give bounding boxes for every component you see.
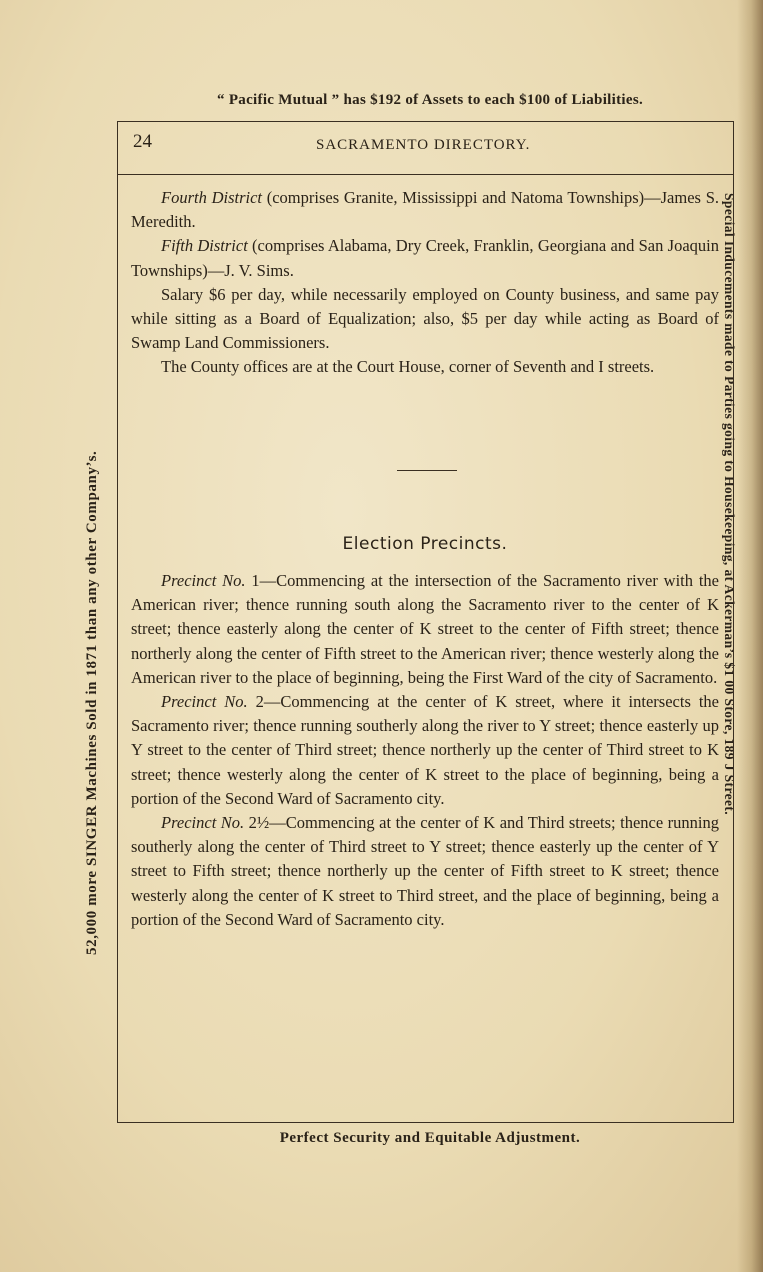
section-divider — [397, 470, 457, 471]
paragraph-text: The County offices are at the Court House, corner of Seventh and I streets. — [161, 357, 655, 377]
precinct-number: 2½ — [244, 813, 270, 833]
precinct-label: Precinct No. — [161, 571, 246, 590]
header-rule — [117, 174, 734, 175]
precinct-paragraph — [131, 569, 719, 690]
paragraph-fourth-district — [131, 186, 719, 234]
right-margin-advertisement: Special Inducements made to Parties going to Housekeeping, at Ackerman’s $1 00 Store, 189 J Street. — [722, 193, 737, 816]
section-title: Election Precincts. — [342, 534, 508, 554]
precinct-label: Precinct No. — [161, 692, 248, 712]
running-head: SACRAMENTO DIRECTORY. — [316, 137, 531, 153]
precinct-label: Precinct No. — [161, 813, 245, 833]
precinct-text: —Commencing at the center of K and Third streets; thence running southerly along the center of Third street to Y street; thence easterly up the center of Y street to Fifth street; thence northerly up the center of Fifth street to K street; thence westerly along the center of K street to Third street, and the place of beginning, being a portion of the Second Ward of Sacramento city. — [131, 813, 719, 929]
paragraph-text: (comprises Granite, Mississippi and Natoma Townships)—James S. Meredith. — [131, 188, 719, 232]
precinct-number: 2 — [247, 692, 264, 712]
district-label: Fifth District — [161, 236, 248, 256]
paragraph-text: Salary $6 per day, while necessarily employed on County business, and same pay while sitting as a Board of Equalization; also, $5 per day while acting as Board of Swamp Land Commissioners. — [131, 284, 719, 353]
precinct-paragraph — [131, 690, 719, 811]
page-number: 24 — [133, 131, 152, 152]
county-officers-text — [131, 186, 719, 380]
paragraph-text: (comprises Alabama, Dry Creek, Franklin, Georgiana and San Joaquin Townships)—J. V. Sims. — [131, 236, 719, 280]
page-edge-shadow — [737, 0, 763, 1272]
precinct-paragraph — [131, 811, 719, 932]
paragraph-fifth-district — [131, 234, 719, 282]
precinct-number: 1 — [245, 571, 260, 590]
paragraph-county-offices — [131, 355, 719, 379]
paragraph-salary — [131, 283, 719, 356]
top-advertisement: “ Pacific Mutual ” has $192 of Assets to each $100 of Liabilities. — [216, 92, 644, 108]
district-label: Fourth District — [161, 188, 262, 207]
precincts-text — [131, 569, 719, 932]
precinct-text: —Commencing at the intersection of the Sacramento river with the American river; thence running south along the Sacramento river to the center of K street; thence easterly along the center of K street to the center of Fifth street; thence northerly along the center of Fifth street to the American river; thence westerly along the American river to the place of beginning, being the First Ward of the city of Sacramento. — [131, 571, 719, 687]
bottom-advertisement: Perfect Security and Equitable Adjustment. — [279, 1130, 581, 1146]
left-margin-advertisement: 52,000 more SINGER Machines Sold in 1871 than any other Company’s. — [84, 450, 100, 955]
precinct-text: —Commencing at the center of K street, where it intersects the Sacramento river; thence running southerly along the river to Y street; thence easterly up Y street to the center of Third street; thence northerly up the center of Third street to K street; thence westerly along the center of K street to the place of beginning, being a portion of the Second Ward of Sacramento city. — [131, 692, 720, 808]
